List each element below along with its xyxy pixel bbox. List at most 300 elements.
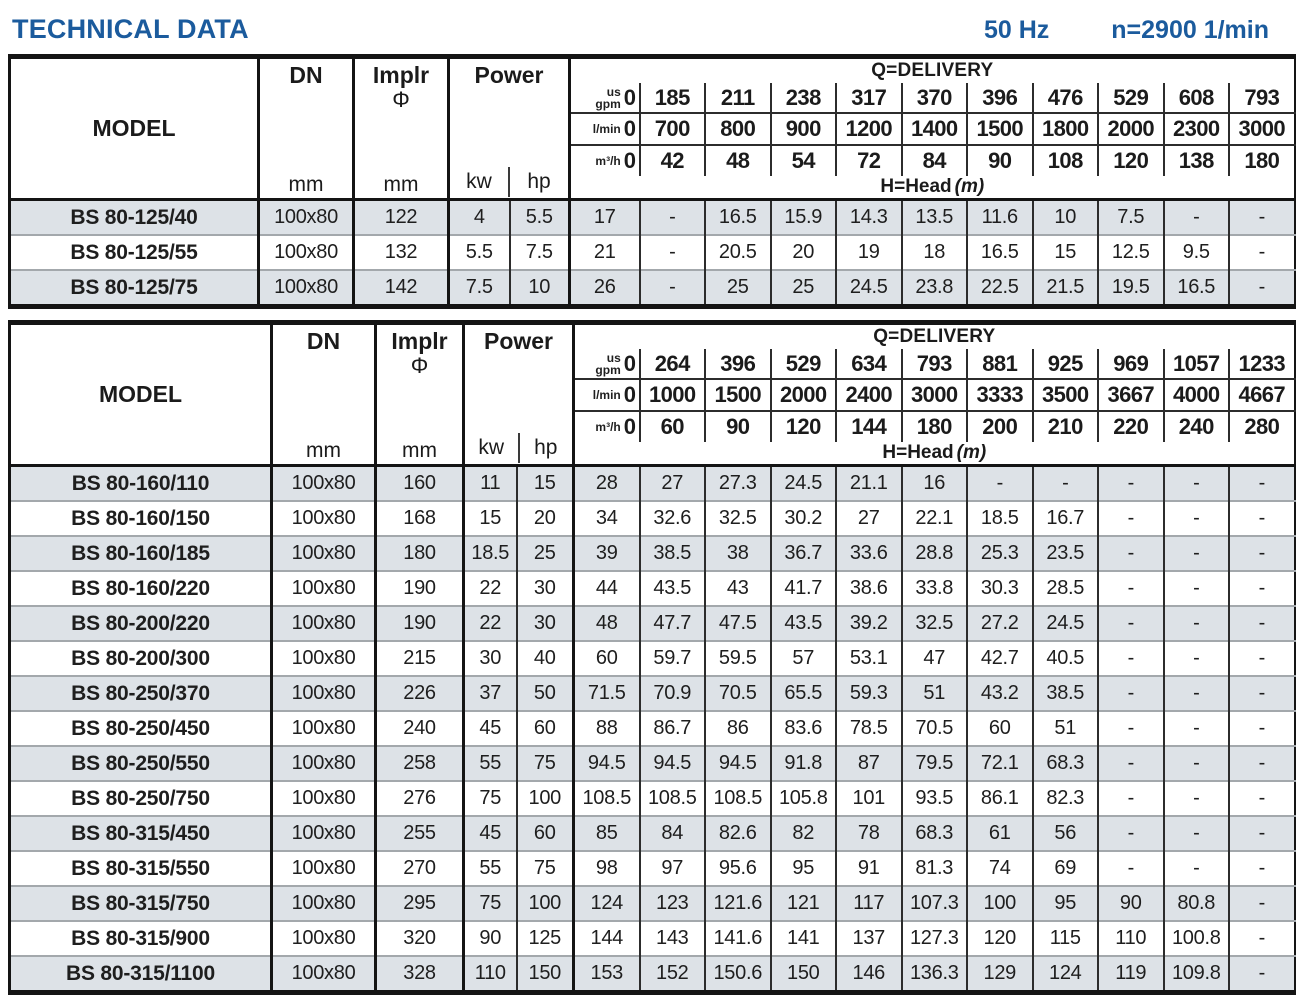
impeller-label-group <box>391 329 447 377</box>
head-value-cell: - <box>1164 711 1230 746</box>
impeller-diameter-cell: 122 <box>354 200 449 236</box>
head-value-cell: - <box>1098 746 1164 781</box>
head-value-cell: 97 <box>640 851 706 886</box>
delivery-unit-cell-m3h <box>570 145 640 176</box>
head-value-cell: 47 <box>902 641 968 676</box>
impeller-diameter-cell: 180 <box>376 536 464 571</box>
head-value-cell: 22.1 <box>902 501 968 536</box>
model-label: MODEL <box>98 380 183 407</box>
head-value-cell: 47.5 <box>705 606 771 641</box>
pump-model-row <box>10 851 1295 886</box>
head-value-cell: 59.3 <box>836 676 902 711</box>
unit-cell-m3h <box>575 412 639 442</box>
unit-label-lmin-icon: l/min <box>592 387 621 402</box>
pump-model-row <box>10 886 1295 921</box>
delivery-value-cell: 396 <box>967 83 1033 113</box>
head-value-cell: 60 <box>574 641 640 676</box>
head-value-cell: 42.7 <box>967 641 1033 676</box>
head-value-cell: 146 <box>836 956 902 993</box>
delivery-value-cell: 1000 <box>640 379 706 410</box>
head-value-cell: 28 <box>574 466 640 502</box>
phi-symbol: Φ <box>392 87 410 113</box>
q-delivery-header: Q=DELIVERY <box>570 57 1295 84</box>
power-hp-cell: 20 <box>517 501 574 536</box>
head-value-cell: 70.5 <box>705 676 771 711</box>
head-value-cell: 120 <box>967 921 1033 956</box>
head-value-cell: 21.1 <box>836 466 902 502</box>
head-value-cell: 10 <box>1033 200 1099 236</box>
head-value-cell: 91 <box>836 851 902 886</box>
delivery-value-cell: 211 <box>705 83 771 113</box>
dn-cell: 100x80 <box>272 711 376 746</box>
head-value-cell: 123 <box>640 886 706 921</box>
head-value-cell: - <box>1164 571 1230 606</box>
model-cell: BS 80-200/300 <box>10 641 272 676</box>
dn-cell: 100x80 <box>272 641 376 676</box>
delivery-value-cell: 529 <box>1098 83 1164 113</box>
table-body <box>10 466 1295 993</box>
head-value-cell: 16.5 <box>967 235 1033 270</box>
head-value-cell: 27 <box>836 501 902 536</box>
delivery-value-cell: 396 <box>705 349 771 379</box>
head-value-cell: 16.5 <box>1164 270 1230 307</box>
delivery-value-cell: 1200 <box>836 113 902 144</box>
head-value-cell: 38.6 <box>836 571 902 606</box>
head-value-cell: 27 <box>640 466 706 502</box>
head-value-cell: 127.3 <box>902 921 968 956</box>
head-value-cell: 15 <box>1033 235 1099 270</box>
head-value-cell: 32.5 <box>902 606 968 641</box>
head-value-cell: 107.3 <box>902 886 968 921</box>
head-value-cell: 93.5 <box>902 781 968 816</box>
impeller-label: Implr <box>391 328 448 354</box>
delivery-value-cell: 180 <box>1229 145 1295 176</box>
head-value-cell: 121.6 <box>705 886 771 921</box>
delivery-value-cell: 238 <box>771 83 837 113</box>
delivery-value-cell: 370 <box>902 83 968 113</box>
unit-label-lmin-icon: l/min <box>592 121 621 136</box>
delivery-value-cell: 969 <box>1098 349 1164 379</box>
h-head-header <box>574 442 1295 466</box>
dn-cell: 100x80 <box>272 536 376 571</box>
delivery-value-cell: 54 <box>771 145 837 176</box>
h-head-label: H=Head <box>882 441 954 463</box>
power-kw-cell: 22 <box>464 606 517 641</box>
model-cell: BS 80-160/220 <box>10 571 272 606</box>
q-delivery-header: Q=DELIVERY <box>574 323 1295 350</box>
dn-cell: 100x80 <box>272 886 376 921</box>
power-kw-cell: 7.5 <box>449 270 510 307</box>
head-value-cell: 100 <box>967 886 1033 921</box>
head-value-cell: 90 <box>1098 886 1164 921</box>
table-section-bs80-160-315 <box>8 320 1293 995</box>
head-value-cell: 24.5 <box>1033 606 1099 641</box>
power-hp-cell: 100 <box>517 886 574 921</box>
power-kw-cell: 5.5 <box>449 235 510 270</box>
pump-model-row <box>10 921 1295 956</box>
delivery-unit-cell-lmin <box>574 379 640 410</box>
head-value-cell: 143 <box>640 921 706 956</box>
head-value-cell: - <box>1098 676 1164 711</box>
delivery-zero-value: 0 <box>623 381 636 407</box>
power-hp-cell: 30 <box>517 571 574 606</box>
unit-cell-m3h <box>571 146 639 176</box>
pump-data-table-bs80-160-315 <box>8 320 1296 995</box>
delivery-value-cell: 3500 <box>1033 379 1099 410</box>
dn-label: DN <box>289 62 323 88</box>
delivery-value-cell: 220 <box>1098 411 1164 442</box>
head-value-cell: 144 <box>574 921 640 956</box>
delivery-zero-value: 0 <box>623 147 636 173</box>
head-value-cell: 22.5 <box>967 270 1033 307</box>
delivery-value-cell: 2000 <box>1098 113 1164 144</box>
head-value-cell: 115 <box>1033 921 1099 956</box>
head-value-cell: 18.5 <box>967 501 1033 536</box>
model-column-header <box>10 57 259 200</box>
table-header <box>10 57 1295 200</box>
head-value-cell: 15.9 <box>771 200 837 236</box>
rotation-speed-value: n=2900 1/min <box>1111 16 1269 44</box>
header-row-qdelivery <box>10 323 1295 350</box>
impeller-diameter-cell: 255 <box>376 816 464 851</box>
head-value-cell: 84 <box>640 816 706 851</box>
phi-symbol: Φ <box>410 353 429 379</box>
delivery-value-cell: 900 <box>771 113 837 144</box>
impeller-label-stack <box>355 59 447 198</box>
head-value-cell: 137 <box>836 921 902 956</box>
impeller-unit-label: mm <box>402 438 437 462</box>
power-kw-cell: 55 <box>464 746 517 781</box>
delivery-value-cell: 2400 <box>836 379 902 410</box>
head-value-cell: 86.7 <box>640 711 706 746</box>
head-value-cell: 95 <box>771 851 837 886</box>
head-value-cell: - <box>1098 501 1164 536</box>
head-value-cell: 94.5 <box>574 746 640 781</box>
power-kw-cell: 75 <box>464 886 517 921</box>
head-value-cell: - <box>1164 606 1230 641</box>
delivery-value-cell: 881 <box>967 349 1033 379</box>
power-hp-cell: 25 <box>517 536 574 571</box>
delivery-unit-cell-lmin <box>570 113 640 144</box>
kw-unit-label: kw <box>478 436 505 459</box>
power-hp-cell: 50 <box>517 676 574 711</box>
head-value-cell: 33.6 <box>836 536 902 571</box>
pump-model-row <box>10 711 1295 746</box>
delivery-value-cell: 700 <box>640 113 706 144</box>
head-value-cell: - <box>1229 501 1295 536</box>
model-cell: BS 80-315/900 <box>10 921 272 956</box>
head-value-cell: 82.3 <box>1033 781 1099 816</box>
unit-label-m3h-icon: m³/h <box>595 419 621 434</box>
head-value-cell: 60 <box>967 711 1033 746</box>
head-value-cell: 39.2 <box>836 606 902 641</box>
head-value-cell: 51 <box>1033 711 1099 746</box>
head-value-cell: 32.6 <box>640 501 706 536</box>
table-section-bs80-125 <box>8 54 1293 309</box>
head-value-cell: 47.7 <box>640 606 706 641</box>
delivery-value-cell: 1400 <box>902 113 968 144</box>
power-kw-cell: 11 <box>464 466 517 502</box>
delivery-value-cell: 608 <box>1164 83 1230 113</box>
delivery-value-cell: 925 <box>1033 349 1099 379</box>
impeller-label: Implr <box>372 62 430 88</box>
delivery-zero-value: 0 <box>623 84 636 110</box>
impeller-diameter-cell: 132 <box>354 235 449 270</box>
head-value-cell: - <box>1098 536 1164 571</box>
power-hp-cell: 5.5 <box>510 200 570 236</box>
dn-cell: 100x80 <box>272 956 376 993</box>
model-cell: BS 80-125/40 <box>10 200 259 236</box>
head-value-cell: - <box>1164 816 1230 851</box>
delivery-value-cell: 634 <box>836 349 902 379</box>
impeller-diameter-cell: 328 <box>376 956 464 993</box>
head-value-cell: 101 <box>836 781 902 816</box>
power-hp-cell: 40 <box>517 641 574 676</box>
head-value-cell: - <box>1033 466 1099 502</box>
head-value-cell: 71.5 <box>574 676 640 711</box>
head-value-cell: 108.5 <box>705 781 771 816</box>
head-value-cell: 124 <box>1033 956 1099 993</box>
dn-cell: 100x80 <box>272 676 376 711</box>
model-cell: BS 80-200/220 <box>10 606 272 641</box>
head-value-cell: 30.3 <box>967 571 1033 606</box>
delivery-value-cell: 2000 <box>771 379 837 410</box>
head-value-cell: 18 <box>902 235 968 270</box>
head-value-cell: - <box>640 270 706 307</box>
model-cell: BS 80-250/550 <box>10 746 272 781</box>
pump-model-row <box>10 501 1295 536</box>
head-value-cell: - <box>1229 886 1295 921</box>
table-gap <box>8 309 1293 320</box>
head-value-cell: 11.6 <box>967 200 1033 236</box>
head-value-cell: 20.5 <box>705 235 771 270</box>
head-value-cell: 17 <box>570 200 640 236</box>
head-value-cell: 26 <box>570 270 640 307</box>
dn-column-header <box>259 57 354 200</box>
head-value-cell: - <box>1229 711 1295 746</box>
head-value-cell: - <box>1098 641 1164 676</box>
head-value-cell: 27.3 <box>705 466 771 502</box>
head-value-cell: 70.9 <box>640 676 706 711</box>
head-value-cell: 87 <box>836 746 902 781</box>
impeller-label-stack <box>377 325 462 464</box>
delivery-value-cell: 90 <box>967 145 1033 176</box>
power-hp-cell: 75 <box>517 851 574 886</box>
impeller-diameter-cell: 276 <box>376 781 464 816</box>
delivery-value-cell: 317 <box>836 83 902 113</box>
head-value-cell: 57 <box>771 641 837 676</box>
pump-model-row <box>10 676 1295 711</box>
head-value-cell: 86 <box>705 711 771 746</box>
head-value-cell: 150.6 <box>705 956 771 993</box>
impeller-diameter-cell: 190 <box>376 606 464 641</box>
power-hp-cell: 30 <box>517 606 574 641</box>
dn-cell: 100x80 <box>272 501 376 536</box>
head-value-cell: 129 <box>967 956 1033 993</box>
head-value-cell: 44 <box>574 571 640 606</box>
power-kw-cell: 15 <box>464 501 517 536</box>
delivery-value-cell: 72 <box>836 145 902 176</box>
delivery-value-cell: 120 <box>1098 145 1164 176</box>
dn-label-stack <box>273 325 374 464</box>
power-hp-cell: 75 <box>517 746 574 781</box>
head-value-cell: 12.5 <box>1098 235 1164 270</box>
dn-cell: 100x80 <box>259 200 354 236</box>
head-value-cell: - <box>1098 851 1164 886</box>
delivery-value-cell: 42 <box>640 145 706 176</box>
head-value-cell: 108.5 <box>640 781 706 816</box>
head-value-cell: - <box>1098 571 1164 606</box>
spec-values <box>984 16 1283 45</box>
head-value-cell: - <box>1098 606 1164 641</box>
pump-model-row <box>10 746 1295 781</box>
delivery-zero-value: 0 <box>623 413 636 439</box>
head-value-cell: 152 <box>640 956 706 993</box>
head-value-cell: 19 <box>836 235 902 270</box>
delivery-value-cell: 120 <box>771 411 837 442</box>
impeller-column-header <box>376 323 464 466</box>
delivery-value-cell: 476 <box>1033 83 1099 113</box>
power-hp-cell: 60 <box>517 816 574 851</box>
impeller-diameter-cell: 270 <box>376 851 464 886</box>
head-value-cell: 21.5 <box>1033 270 1099 307</box>
head-value-cell: 150 <box>771 956 837 993</box>
power-label: Power <box>483 328 554 354</box>
power-hp-cell: 125 <box>517 921 574 956</box>
delivery-value-cell: 3000 <box>902 379 968 410</box>
pump-model-row <box>10 466 1295 502</box>
head-value-cell: - <box>1164 781 1230 816</box>
unit-cell-lmin <box>575 380 639 409</box>
delivery-value-cell: 84 <box>902 145 968 176</box>
delivery-value-cell: 210 <box>1033 411 1099 442</box>
dn-label: DN <box>306 328 341 354</box>
head-value-cell: 27.2 <box>967 606 1033 641</box>
impeller-diameter-cell: 226 <box>376 676 464 711</box>
pump-model-row <box>10 606 1295 641</box>
head-value-cell: 100.8 <box>1164 921 1230 956</box>
head-value-cell: 16.7 <box>1033 501 1099 536</box>
head-value-cell: 88 <box>574 711 640 746</box>
delivery-value-cell: 60 <box>640 411 706 442</box>
delivery-value-cell: 800 <box>705 113 771 144</box>
delivery-zero-value: 0 <box>623 350 636 376</box>
head-value-cell: 25 <box>771 270 837 307</box>
head-value-cell: 19.5 <box>1098 270 1164 307</box>
head-value-cell: 86.1 <box>967 781 1033 816</box>
impeller-diameter-cell: 258 <box>376 746 464 781</box>
power-unit-row <box>450 167 568 197</box>
delivery-value-cell: 200 <box>967 411 1033 442</box>
head-value-cell: 24.5 <box>836 270 902 307</box>
model-cell: BS 80-160/150 <box>10 501 272 536</box>
kw-unit-label: kw <box>466 170 492 193</box>
power-hp-cell: 100 <box>517 781 574 816</box>
power-kw-cell: 18.5 <box>464 536 517 571</box>
unit-label-usgpm-icon <box>595 86 620 110</box>
head-value-cell: 25 <box>705 270 771 307</box>
page-title: TECHNICAL DATA <box>12 14 249 44</box>
delivery-value-cell: 4667 <box>1229 379 1295 410</box>
head-value-cell: 91.8 <box>771 746 837 781</box>
head-value-cell: 43.5 <box>640 571 706 606</box>
head-value-cell: 78 <box>836 816 902 851</box>
head-value-cell: - <box>1164 851 1230 886</box>
power-label-stack <box>450 59 568 198</box>
head-value-cell: 59.7 <box>640 641 706 676</box>
delivery-value-cell: 264 <box>640 349 706 379</box>
dn-cell: 100x80 <box>272 746 376 781</box>
delivery-value-cell: 180 <box>902 411 968 442</box>
head-value-cell: 23.5 <box>1033 536 1099 571</box>
head-value-cell: - <box>1164 200 1230 236</box>
pump-data-table-bs80-125 <box>8 54 1296 309</box>
head-value-cell: 94.5 <box>705 746 771 781</box>
impeller-diameter-cell: 160 <box>376 466 464 502</box>
delivery-unit-cell-usgpm <box>574 349 640 379</box>
head-value-cell: 33.8 <box>902 571 968 606</box>
power-hp-cell: 15 <box>517 466 574 502</box>
head-value-cell: 38.5 <box>1033 676 1099 711</box>
head-value-cell: 80.8 <box>1164 886 1230 921</box>
head-value-cell: - <box>1229 466 1295 502</box>
impeller-diameter-cell: 215 <box>376 641 464 676</box>
head-value-cell: - <box>1229 536 1295 571</box>
head-value-cell: 14.3 <box>836 200 902 236</box>
delivery-value-cell: 1500 <box>967 113 1033 144</box>
head-value-cell: 68.3 <box>1033 746 1099 781</box>
dn-cell: 100x80 <box>272 781 376 816</box>
delivery-value-cell: 1233 <box>1229 349 1295 379</box>
dn-cell: 100x80 <box>272 921 376 956</box>
head-value-cell: 34 <box>574 501 640 536</box>
h-head-unit-label: (m) <box>954 175 985 197</box>
head-value-cell: - <box>1164 641 1230 676</box>
delivery-zero-value: 0 <box>623 115 636 141</box>
pump-model-row <box>10 536 1295 571</box>
head-value-cell: - <box>1098 781 1164 816</box>
head-value-cell: 105.8 <box>771 781 837 816</box>
head-value-cell: 41.7 <box>771 571 837 606</box>
head-value-cell: 53.1 <box>836 641 902 676</box>
head-value-cell: - <box>1229 200 1295 236</box>
pump-model-row <box>10 235 1295 270</box>
delivery-value-cell: 240 <box>1164 411 1230 442</box>
head-value-cell: 7.5 <box>1098 200 1164 236</box>
hp-unit-label: hp <box>518 433 573 463</box>
delivery-value-cell: 144 <box>836 411 902 442</box>
head-value-cell: - <box>640 200 706 236</box>
table-body <box>10 200 1295 307</box>
delivery-value-cell: 1800 <box>1033 113 1099 144</box>
head-value-cell: - <box>1229 606 1295 641</box>
head-value-cell: - <box>640 235 706 270</box>
head-value-cell: 82.6 <box>705 816 771 851</box>
head-value-cell: - <box>1229 235 1295 270</box>
power-kw-cell: 37 <box>464 676 517 711</box>
head-value-cell: 82 <box>771 816 837 851</box>
head-value-cell: - <box>1229 921 1295 956</box>
power-kw-cell: 45 <box>464 711 517 746</box>
unit-label-gpm: gpm <box>595 362 621 377</box>
dn-cell: 100x80 <box>272 606 376 641</box>
unit-cell-lmin <box>571 114 639 143</box>
head-value-cell: - <box>1229 676 1295 711</box>
model-column-header <box>10 323 272 466</box>
impeller-diameter-cell: 295 <box>376 886 464 921</box>
unit-label-m3h-icon: m³/h <box>595 153 621 168</box>
unit-label-us: us <box>606 350 621 365</box>
